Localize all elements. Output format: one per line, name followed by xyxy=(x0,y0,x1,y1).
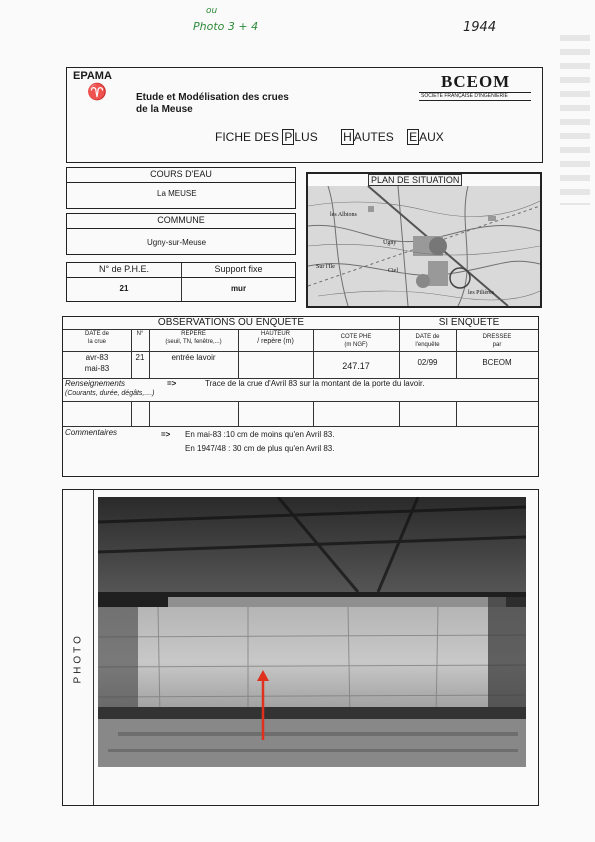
study-title-1: Etude et Modélisation des crues xyxy=(136,92,289,103)
form-title-letter-e: E xyxy=(409,130,418,144)
commune-value: Ugny-sur-Meuse xyxy=(147,238,207,247)
commentaires-label: Commentaires xyxy=(65,428,118,437)
map-place-sur-lile: Sur l'Ile xyxy=(316,264,335,270)
phe-box xyxy=(66,262,296,302)
header-box xyxy=(66,67,543,163)
map-place-ugny: Ugny xyxy=(383,240,397,246)
commune-box xyxy=(66,213,296,255)
col-header-dressee: DRESSEE par xyxy=(482,334,512,348)
form-title xyxy=(215,130,444,144)
annotation-photo-ref: Photo 3 + 4 xyxy=(193,20,259,33)
study-title-2: de la Meuse xyxy=(136,104,193,115)
phe-number-value: 21 xyxy=(119,284,129,293)
org-name: EPAMA xyxy=(73,70,112,82)
map-place-albions: les Albions xyxy=(330,212,357,218)
aries-icon: ♈ xyxy=(87,84,107,101)
form-title-prefix: FICHE DES xyxy=(215,130,280,144)
comment-line-1: En mai-83 :10 cm de moins qu'en Avril 83. xyxy=(185,430,335,439)
cours-deau-box xyxy=(66,167,296,209)
company-name: BCEOM xyxy=(441,72,511,91)
form-title-word-hautes: AUTES xyxy=(353,130,394,144)
photo-box xyxy=(62,489,539,806)
observations-title: OBSERVATIONS OU ENQUETE xyxy=(157,317,305,328)
renseignements-text: Trace de la crue d'Avril 83 sur la montant de la porte du lavoir. xyxy=(205,379,425,388)
col-header-date-enquete: DATE de l'enquête xyxy=(415,334,440,348)
map-place-pilieres: les Pilières xyxy=(468,290,495,296)
comment-line-2: En 1947/48 : 30 cm de plus qu'en Avril 83. xyxy=(185,444,335,453)
company-logo xyxy=(419,72,534,102)
cours-deau-label: COURS D'EAU xyxy=(150,169,212,179)
photo-label: PHOTO xyxy=(72,633,84,684)
form-title-word-eaux: AUX xyxy=(419,130,444,144)
situation-map-box xyxy=(306,172,542,308)
commentaires-arrow: => xyxy=(161,430,171,439)
renseignements-hint: (Courants, durée, dégâts,....) xyxy=(65,390,155,397)
cell-number: 21 xyxy=(135,353,145,362)
renseignements-label: Renseignements xyxy=(65,379,126,388)
renseignements-arrow: => xyxy=(167,379,177,388)
enquete-title: SI ENQUETE xyxy=(438,317,500,328)
form-title-word-plus: LUS xyxy=(294,130,318,144)
support-label: Support fixe xyxy=(214,264,263,274)
cours-deau-value: La MEUSE xyxy=(157,189,197,198)
support-value: mur xyxy=(230,284,247,293)
commune-label: COMMUNE xyxy=(157,215,205,225)
col-header-repere: REPERE (seuil, TN, fenêtre,...) xyxy=(165,331,222,345)
flood-mark-photo xyxy=(98,497,526,767)
cell-repere: entrée lavoir xyxy=(171,353,216,362)
col-header-date: DATE de la crue xyxy=(85,331,109,345)
map-place-ciel: Ciel xyxy=(388,268,398,274)
col-header-cote: COTE PHE (m NGF) xyxy=(340,334,372,348)
annotation-year: 1944 xyxy=(463,20,497,35)
annotation-small: ou xyxy=(206,6,218,16)
col-header-number: N° xyxy=(136,331,144,337)
phe-number-label: N° de P.H.E. xyxy=(99,264,149,274)
company-subtitle: SOCIETE FRANÇAISE D'INGENIERIE xyxy=(421,93,508,99)
cell-cote: 247.17 xyxy=(342,361,370,371)
situation-map-title: PLAN DE SITUATION xyxy=(368,174,462,186)
situation-map xyxy=(308,186,540,306)
col-header-hauteur: HAUTEUR / repère (m) xyxy=(257,331,294,345)
form-title-letter-p: P xyxy=(284,130,293,144)
flood-level-arrow xyxy=(253,668,273,743)
cell-dressee: BCEOM xyxy=(482,358,512,367)
cell-date-1: avr-83 xyxy=(85,353,109,362)
form-title-letter-h: H xyxy=(343,130,352,144)
observations-table xyxy=(62,316,539,477)
bleed-through-text xyxy=(560,35,590,205)
cell-date-2: mai-83 xyxy=(84,364,110,373)
cell-date-enquete: 02/99 xyxy=(417,358,438,367)
